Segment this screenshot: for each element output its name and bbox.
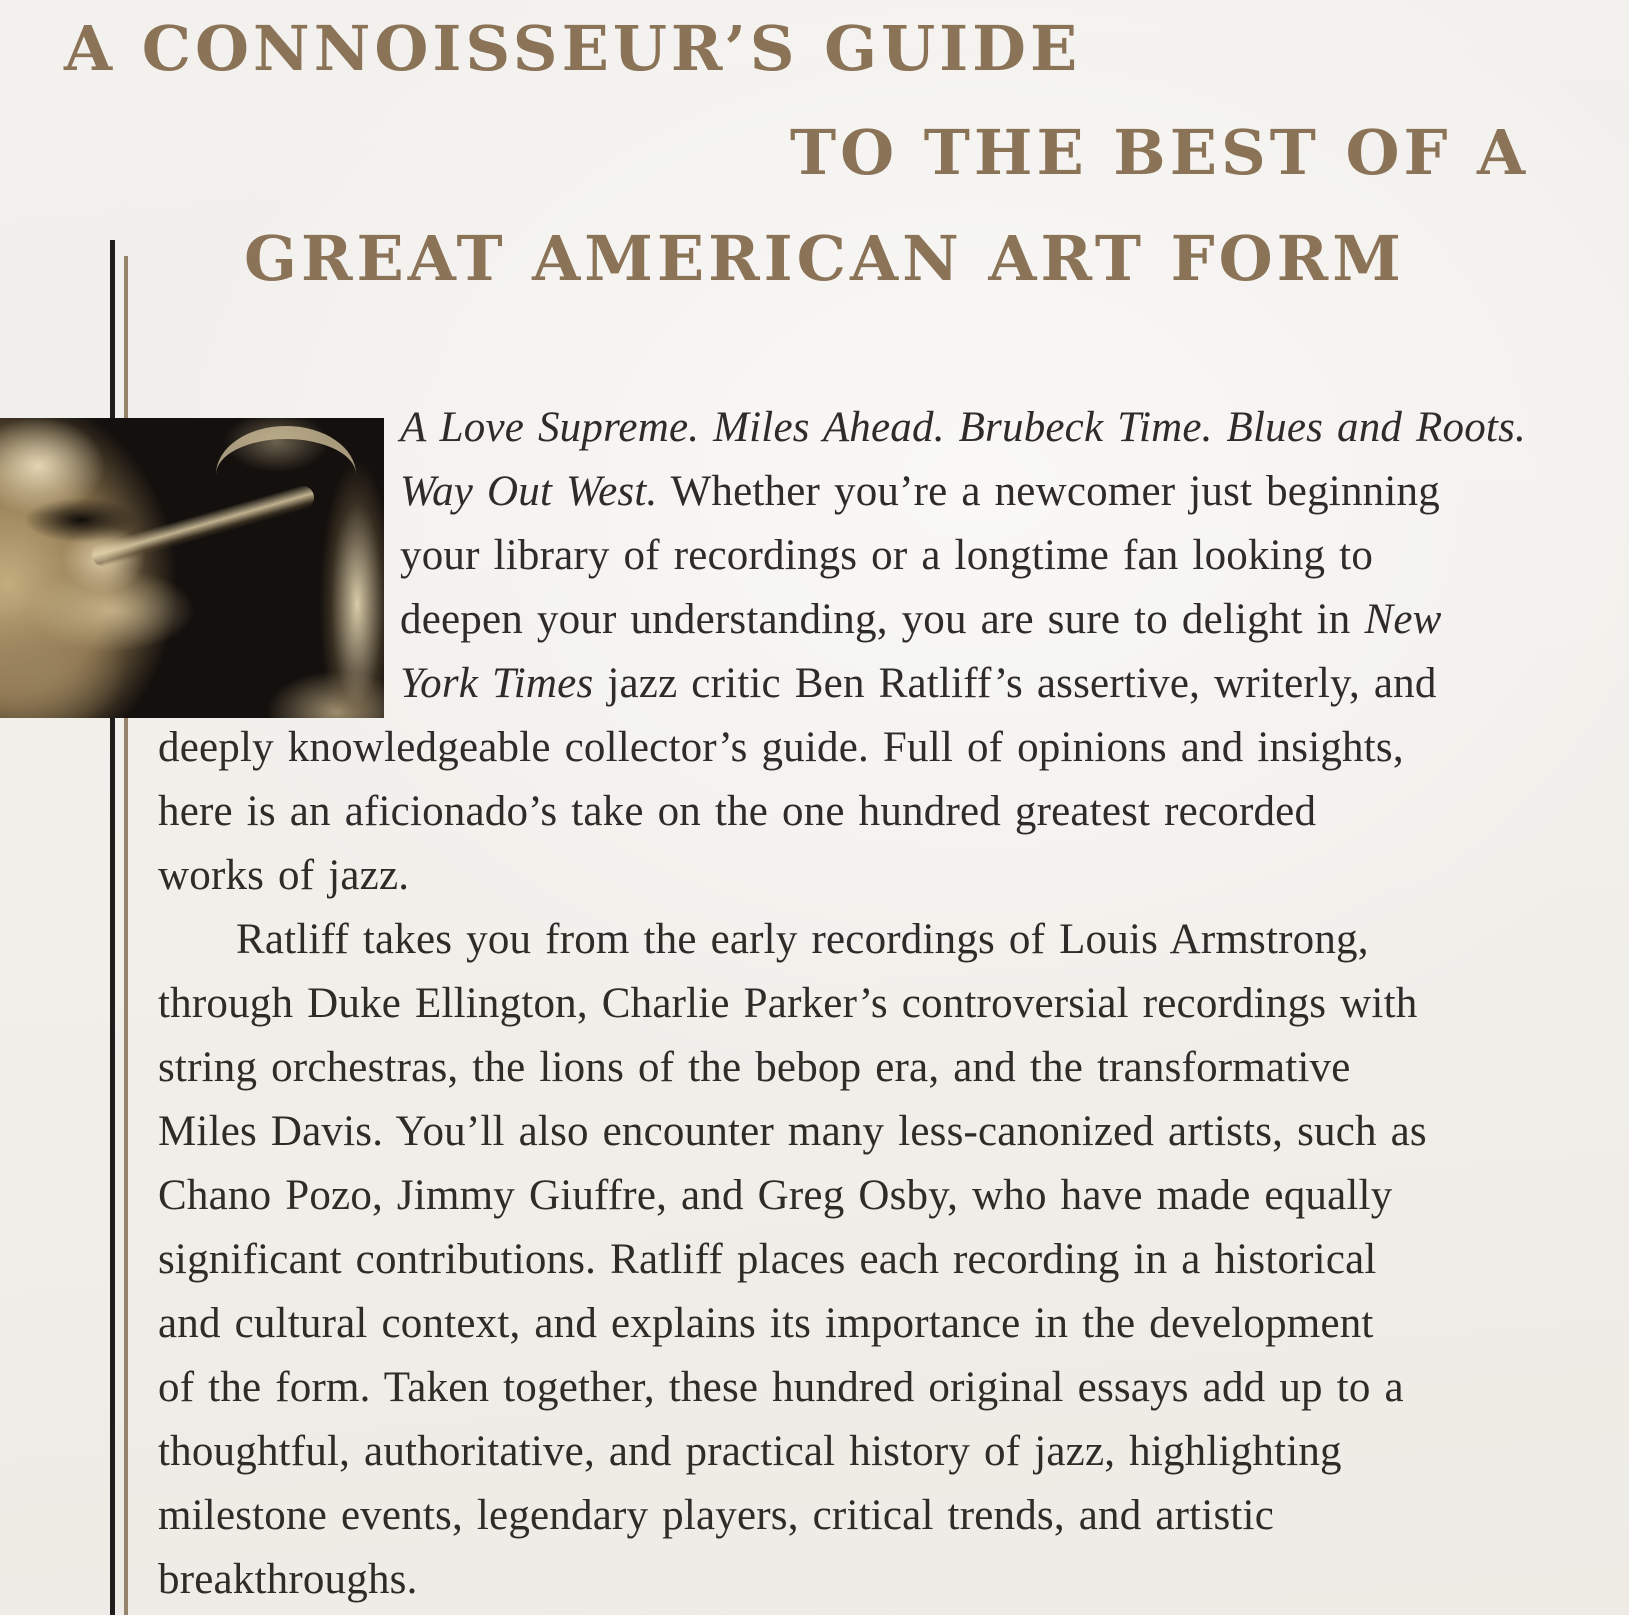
- body-line: [158, 854, 409, 897]
- body-text: deepen your understanding, you are sure to delight in: [400, 596, 1365, 643]
- headline-line-3: GREAT AMERICAN ART FORM: [244, 222, 1405, 295]
- body-line: [158, 1494, 1274, 1537]
- body-line: [400, 598, 1442, 641]
- body-line: [400, 406, 1526, 449]
- body-line: [158, 1430, 1342, 1473]
- body-text: significant contributions. Ratliff places each recording in a historical: [158, 1236, 1377, 1283]
- body-text: and cultural context, and explains its importance in the development: [158, 1300, 1374, 1347]
- body-text: jazz critic Ben Ratliff’s assertive, writerly, and: [593, 660, 1437, 707]
- body-line: [158, 1110, 1427, 1153]
- body-text: breakthroughs.: [158, 1556, 418, 1603]
- body-line: [158, 1302, 1374, 1345]
- body-line: [158, 1366, 1404, 1409]
- body-text: Miles Davis. You’ll also encounter many less-canonized artists, such as: [158, 1108, 1427, 1155]
- body-text: deeply knowledgeable collector’s guide. Full of opinions and insights,: [158, 724, 1404, 771]
- headline-line-1: A CONNOISSEUR’S GUIDE: [64, 12, 1082, 85]
- publication-name-text: New: [1364, 596, 1442, 643]
- body-text: works of jazz.: [158, 852, 410, 899]
- body-text: your library of recordings or a longtime fan looking to: [400, 532, 1374, 579]
- body-text: Chano Pozo, Jimmy Giuffre, and Greg Osby, who have made equally: [158, 1172, 1393, 1219]
- body-line: [158, 1046, 1351, 1089]
- body-text: through Duke Ellington, Charlie Parker’s controversial recordings with: [158, 980, 1418, 1027]
- headline-line-2: TO THE BEST OF A: [790, 116, 1530, 189]
- body-line: [158, 726, 1404, 769]
- saxophone-crook-shape: [216, 426, 356, 523]
- body-line: [158, 1558, 418, 1601]
- body-text: Whether you’re a newcomer just beginning: [657, 468, 1440, 515]
- body-text: Ratliff takes you from the early recordings of Louis Armstrong,: [236, 916, 1369, 963]
- body-line: [158, 1174, 1392, 1217]
- publication-name-text: York Times: [400, 660, 594, 707]
- body-line: [400, 662, 1437, 705]
- body-text: string orchestras, the lions of the bebop era, and the transformative: [158, 1044, 1351, 1091]
- album-title-text: Way Out West.: [400, 468, 658, 515]
- body-line: [158, 982, 1417, 1025]
- body-line: [400, 470, 1440, 513]
- body-text: milestone events, legendary players, critical trends, and artistic: [158, 1492, 1274, 1539]
- body-line: [236, 918, 1369, 961]
- body-line: [158, 790, 1316, 833]
- album-titles-text: A Love Supreme. Miles Ahead. Brubeck Time. Blues and Roots.: [400, 404, 1526, 451]
- body-text: here is an aficionado’s take on the one hundred greatest recorded: [158, 788, 1317, 835]
- body-line: [400, 534, 1373, 577]
- body-line: [158, 1238, 1377, 1281]
- body-text: thoughtful, authoritative, and practical history of jazz, highlighting: [158, 1428, 1342, 1475]
- body-text: of the form. Taken together, these hundred original essays add up to a: [158, 1364, 1404, 1411]
- saxophonist-photo: [0, 418, 384, 718]
